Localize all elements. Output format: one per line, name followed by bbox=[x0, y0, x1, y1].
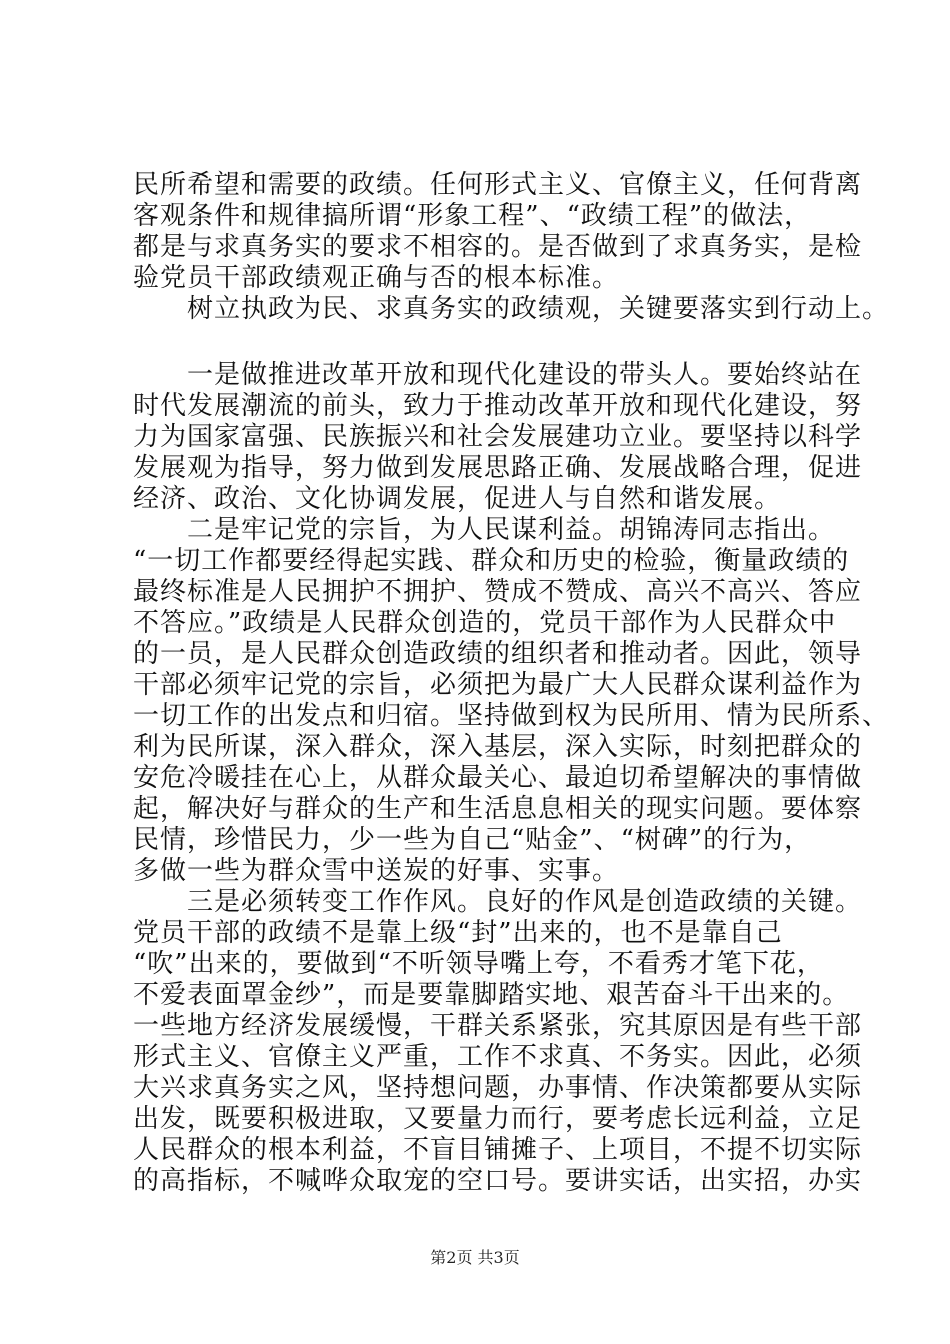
text-line: 发展观为指导，努力做到发展思路正确、发展战略合理，促进 bbox=[133, 453, 863, 483]
text-line: 利为民所谋，深入群众，深入基层，深入实际，时刻把群众的 bbox=[133, 732, 863, 762]
text-line: 起，解决好与群众的生产和生活息息相关的现实问题。要体察 bbox=[133, 794, 863, 824]
text-line: 三是必须转变工作作风。良好的作风是创造政绩的关键。 bbox=[133, 887, 863, 917]
text-line: 多做一些为群众雪中送炭的好事、实事。 bbox=[133, 856, 620, 886]
text-line: 力为国家富强、民族振兴和社会发展建功立业。要坚持以科学 bbox=[133, 422, 863, 452]
text-line: 树立执政为民、求真务实的政绩观，关键要落实到行动上。 bbox=[133, 294, 890, 324]
text-line: 形式主义、官僚主义严重，工作不求真、不务实。因此，必须 bbox=[133, 1042, 863, 1072]
text-line: 党员干部的政绩不是靠上级“封”出来的，也不是靠自己 bbox=[133, 918, 783, 948]
text-line: 二是牢记党的宗旨，为人民谋利益。胡锦涛同志指出。 bbox=[133, 515, 836, 545]
text-line: 干部必须牢记党的宗旨，必须把为最广大人民群众谋利益作为 bbox=[133, 670, 863, 700]
text-line: 不爱表面罩金纱”，而是要靠脚踏实地、艰苦奋斗干出来的。 bbox=[133, 980, 850, 1010]
text-line: 经济、政治、文化协调发展，促进人与自然和谐发展。 bbox=[133, 484, 782, 514]
text-line: 一切工作的出发点和归宿。坚持做到权为民所用、情为民所系、 bbox=[133, 701, 890, 731]
text-line: 一些地方经济发展缓慢，干群关系紧张，究其原因是有些干部 bbox=[133, 1011, 863, 1041]
text-line: 都是与求真务实的要求不相容的。是否做到了求真务实，是检 bbox=[133, 232, 863, 262]
text-line: 人民群众的根本利益，不盲目铺摊子、上项目，不提不切实际 bbox=[133, 1135, 863, 1165]
text-line: 时代发展潮流的前头，致力于推动改革开放和现代化建设，努 bbox=[133, 391, 863, 421]
text-line: “吹”出来的，要做到“不听领导嘴上夸，不看秀才笔下花， bbox=[133, 949, 824, 979]
text-line: 的一员，是人民群众创造政绩的组织者和推动者。因此，领导 bbox=[133, 639, 863, 669]
text-line: 客观条件和规律搞所谓“形象工程”、“政绩工程”的做法， bbox=[133, 201, 812, 231]
text-line: 验党员干部政绩观正确与否的根本标准。 bbox=[133, 263, 620, 293]
text-line: 民情，珍惜民力，少一些为自己“贴金”、“树碑”的行为， bbox=[133, 825, 812, 855]
text-line: 大兴求真务实之风，坚持想问题，办事情、作决策都要从实际 bbox=[133, 1073, 863, 1103]
text-line: “一切工作都要经得起实践、群众和历史的检验，衡量政绩的 bbox=[133, 546, 850, 576]
page-number-footer: 第2页 共3页 bbox=[430, 1248, 520, 1267]
text-line: 最终标准是人民拥护不拥护、赞成不赞成、高兴不高兴、答应 bbox=[133, 577, 863, 607]
text-line: 的高指标，不喊哗众取宠的空口号。要讲实话，出实招，办实 bbox=[133, 1166, 863, 1196]
text-line: 出发，既要积极进取，又要量力而行，要考虑长远利益，立足 bbox=[133, 1104, 863, 1134]
text-line: 不答应。”政绩是人民群众创造的，党员干部作为人民群众中 bbox=[133, 608, 837, 638]
text-line: 一是做推进改革开放和现代化建设的带头人。要始终站在 bbox=[133, 360, 863, 390]
text-line: 民所希望和需要的政绩。任何形式主义、官僚主义，任何背离 bbox=[133, 170, 863, 200]
text-line: 安危冷暖挂在心上，从群众最关心、最迫切希望解决的事情做 bbox=[133, 763, 863, 793]
